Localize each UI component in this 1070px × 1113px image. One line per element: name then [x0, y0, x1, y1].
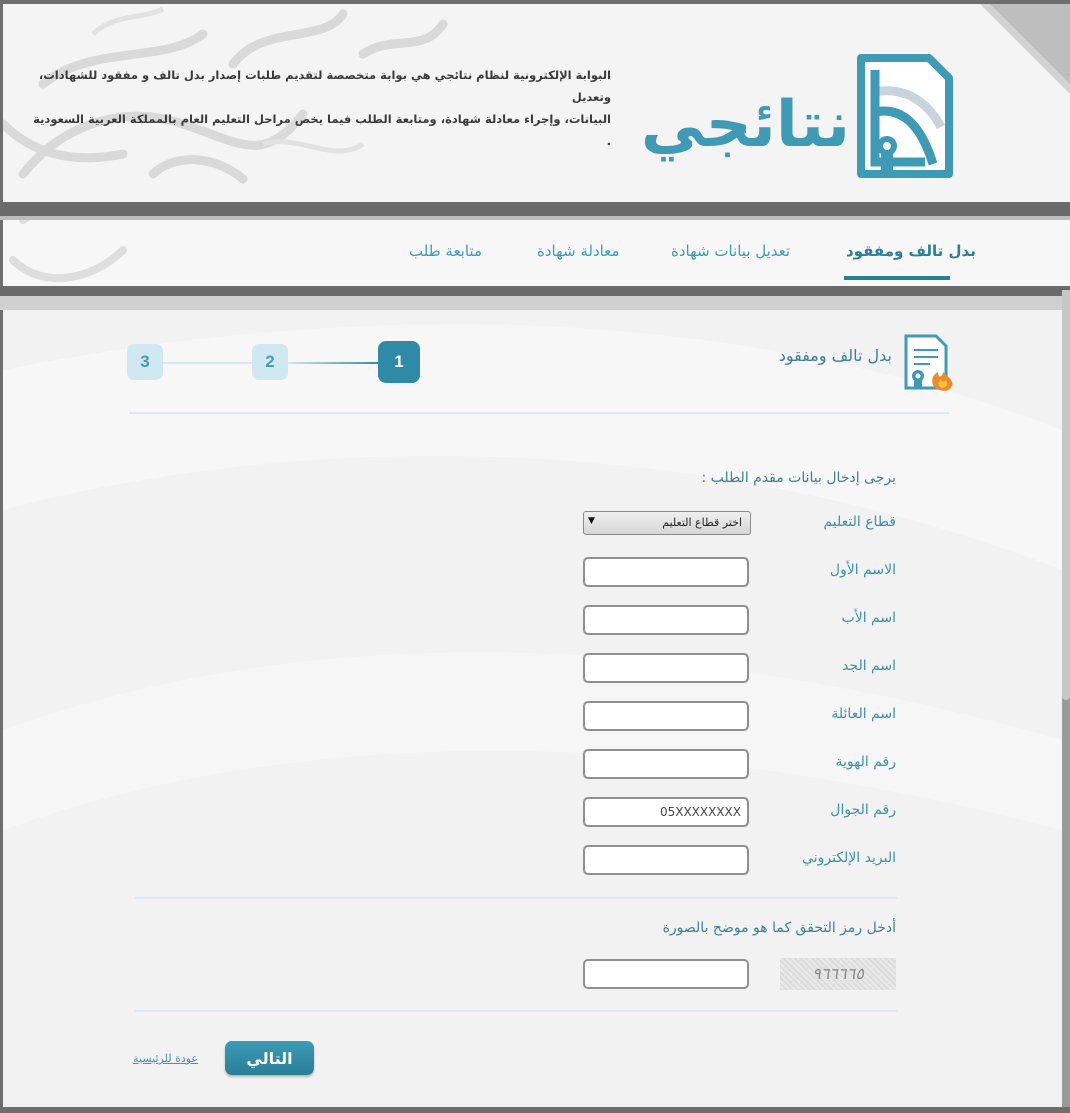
- scrollbar-thumb[interactable]: [1062, 290, 1070, 700]
- email-input[interactable]: [583, 845, 749, 875]
- email-label: البريد الإلكتروني: [802, 850, 896, 866]
- mobile-input[interactable]: [583, 797, 749, 827]
- intro-description: [33, 64, 611, 152]
- nav-divider-light: [0, 296, 1070, 310]
- captcha-input[interactable]: [583, 959, 749, 989]
- bottom-border: [0, 1107, 1070, 1113]
- certificate-fire-icon: [900, 332, 956, 394]
- step-1-current: 1: [378, 341, 420, 383]
- main-navigation: [3, 220, 1070, 286]
- step-2: 2: [252, 344, 288, 380]
- site-header: [3, 4, 1070, 202]
- tab-edit-certificate[interactable]: تعديل بيانات شهادة: [671, 242, 791, 260]
- scrollbar[interactable]: [1062, 290, 1070, 1113]
- grandfather-name-input[interactable]: [583, 653, 749, 683]
- first-name-label: الاسم الأول: [829, 562, 896, 578]
- certificate-logo-icon: [855, 52, 955, 186]
- step-connector-3-2: [160, 362, 253, 364]
- tab-certificate-equivalency[interactable]: معادلة شهادة: [537, 242, 620, 260]
- section-title: بدل تالف ومفقود: [778, 346, 892, 365]
- sector-select[interactable]: [583, 511, 751, 535]
- captcha-instruction: أدخل رمز التحقق كما هو موضح بالصورة: [662, 920, 896, 936]
- form-intro-text: يرجى إدخال بيانات مقدم الطلب :: [701, 470, 896, 486]
- father-name-label: اسم الأب: [841, 610, 896, 626]
- family-name-label: اسم العائلة: [831, 706, 896, 722]
- captcha-divider: [135, 1010, 897, 1012]
- content-area: [3, 310, 1062, 1107]
- tab-track-request[interactable]: متابعة طلب: [409, 242, 482, 260]
- id-number-input[interactable]: [583, 749, 749, 779]
- dropdown-arrow-icon: ▼: [588, 516, 595, 526]
- first-name-input[interactable]: [583, 557, 749, 587]
- intro-line-1: البوابة الإلكترونية لنظام نتائجي هي بوابة متخصصة لتقديم طلبات إصدار بدل تالف و مفقود للشهادات، وتعديل: [38, 68, 611, 104]
- sector-selected-value: اختر قطاع التعليم: [662, 516, 742, 529]
- back-to-home-link[interactable]: عودة للرئيسية: [133, 1052, 198, 1065]
- sector-label: قطاع التعليم: [823, 514, 896, 530]
- header-corner-decoration: [980, 4, 1070, 94]
- step-connector-2-1: [288, 362, 380, 364]
- id-number-label: رقم الهوية: [835, 754, 896, 770]
- nav-calligraphy-decoration: [3, 220, 223, 286]
- section-divider: [129, 412, 949, 414]
- logo-wordmark: نتائجي: [640, 88, 850, 162]
- grandfather-name-label: اسم الجد: [842, 658, 896, 674]
- background-swoosh: [3, 310, 1062, 1107]
- captcha-image: [780, 958, 896, 990]
- form-divider: [135, 897, 897, 899]
- intro-line-2: البيانات، وإجراء معادلة شهادة، ومتابعة الطلب فيما يخص مراحل التعليم العام بالمملكة العربية السعودية .: [33, 112, 611, 148]
- family-name-input[interactable]: [583, 701, 749, 731]
- active-tab-indicator: [844, 276, 950, 280]
- father-name-input[interactable]: [583, 605, 749, 635]
- next-button[interactable]: التالي: [225, 1041, 314, 1075]
- step-3: 3: [127, 344, 163, 380]
- tab-replacement[interactable]: بدل تالف ومفقود: [846, 242, 976, 260]
- captcha-text: ٩٦٦٦٦٥: [812, 966, 864, 983]
- mobile-label: رقم الجوال: [830, 802, 896, 818]
